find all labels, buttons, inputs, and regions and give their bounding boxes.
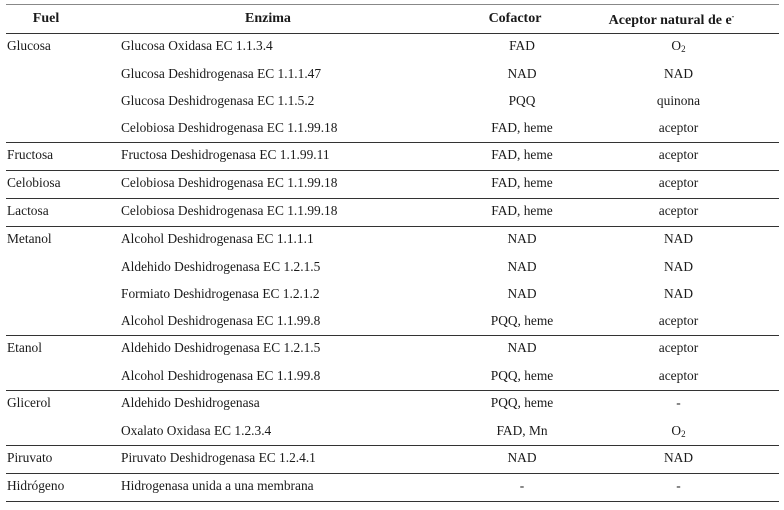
aceptor-cell bbox=[587, 259, 770, 275]
fuel-group bbox=[6, 227, 779, 336]
aceptor-text: O bbox=[671, 38, 682, 53]
enzima-cell: Celobiosa Deshidrogenasa EC 1.1.99.18 bbox=[121, 120, 338, 135]
table-row bbox=[6, 446, 779, 473]
enzima-cell: Aldehido Deshidrogenasa EC 1.2.1.5 bbox=[121, 259, 321, 274]
enzima-cell: Hidrogenasa unida a una membrana bbox=[121, 478, 314, 493]
table-row bbox=[6, 418, 779, 445]
header-aceptor-sup: - bbox=[731, 12, 735, 21]
aceptor-text: - bbox=[676, 478, 681, 493]
fuel-cell: Metanol bbox=[7, 231, 52, 246]
fuel-group bbox=[6, 34, 779, 143]
header-enzima: Enzima bbox=[245, 11, 291, 26]
aceptor-cell bbox=[587, 340, 770, 356]
fuel-cell: Hidrógeno bbox=[7, 478, 65, 493]
header-aceptor bbox=[580, 9, 763, 29]
fuel-group bbox=[6, 446, 779, 474]
table-body bbox=[6, 34, 779, 502]
fuel-group bbox=[6, 474, 779, 502]
enzima-cell: Celobiosa Deshidrogenasa EC 1.1.99.18 bbox=[121, 175, 338, 190]
cofactor-cell: NAD bbox=[507, 450, 537, 465]
table-row bbox=[6, 254, 779, 281]
aceptor-cell bbox=[587, 120, 770, 136]
enzima-cell: Glucosa Deshidrogenasa EC 1.1.1.47 bbox=[121, 66, 322, 81]
aceptor-subscript: 2 bbox=[681, 44, 686, 54]
enzima-cell: Glucosa Deshidrogenasa EC 1.1.5.2 bbox=[121, 93, 315, 108]
fuel-group bbox=[6, 171, 779, 199]
enzima-cell: Formiato Deshidrogenasa EC 1.2.1.2 bbox=[121, 286, 320, 301]
enzima-cell: Alcohol Deshidrogenasa EC 1.1.99.8 bbox=[121, 313, 321, 328]
cofactor-cell: NAD bbox=[507, 286, 537, 301]
fuel-cell: Piruvato bbox=[7, 450, 53, 465]
aceptor-cell bbox=[587, 395, 770, 411]
aceptor-text: aceptor bbox=[658, 120, 699, 135]
cofactor-cell: - bbox=[519, 478, 525, 493]
table-row bbox=[6, 308, 779, 335]
table-row bbox=[6, 281, 779, 308]
fuel-cell: Lactosa bbox=[7, 203, 49, 218]
cofactor-cell: FAD bbox=[509, 38, 535, 53]
header-aceptor-text: Aceptor natural de e bbox=[608, 13, 732, 28]
aceptor-cell bbox=[587, 478, 770, 494]
aceptor-text: - bbox=[676, 395, 681, 410]
enzima-cell: Glucosa Oxidasa EC 1.1.3.4 bbox=[121, 38, 273, 53]
enzima-cell: Aldehido Deshidrogenasa EC 1.2.1.5 bbox=[121, 340, 321, 355]
table-row bbox=[6, 474, 779, 501]
cofactor-cell: NAD bbox=[507, 259, 537, 274]
header-fuel: Fuel bbox=[32, 11, 60, 26]
fuel-group bbox=[6, 199, 779, 227]
aceptor-cell bbox=[587, 175, 770, 191]
aceptor-cell bbox=[587, 147, 770, 163]
enzima-cell: Celobiosa Deshidrogenasa EC 1.1.99.18 bbox=[121, 203, 338, 218]
cofactor-cell: PQQ, heme bbox=[490, 313, 554, 328]
aceptor-text: aceptor bbox=[658, 147, 699, 162]
cofactor-cell: FAD, heme bbox=[491, 147, 553, 162]
table-row bbox=[6, 61, 779, 88]
table-row bbox=[6, 336, 779, 363]
cofactor-cell: NAD bbox=[507, 66, 537, 81]
cofactor-cell: NAD bbox=[507, 340, 537, 355]
enzyme-table bbox=[6, 4, 779, 502]
enzima-cell: Piruvato Deshidrogenasa EC 1.2.4.1 bbox=[121, 450, 316, 465]
table-header bbox=[6, 4, 779, 34]
table-row bbox=[6, 363, 779, 390]
header-cofactor: Cofactor bbox=[488, 11, 542, 26]
aceptor-text: O bbox=[671, 423, 682, 438]
aceptor-text: NAD bbox=[663, 450, 693, 465]
aceptor-subscript: 2 bbox=[681, 429, 686, 439]
aceptor-text: aceptor bbox=[658, 313, 699, 328]
aceptor-text: aceptor bbox=[658, 368, 699, 383]
cofactor-cell: NAD bbox=[507, 231, 537, 246]
table-row bbox=[6, 143, 779, 170]
aceptor-cell bbox=[587, 313, 770, 329]
fuel-cell: Glicerol bbox=[7, 395, 51, 410]
table-row bbox=[6, 34, 779, 61]
aceptor-cell bbox=[587, 93, 770, 109]
enzima-cell: Oxalato Oxidasa EC 1.2.3.4 bbox=[121, 423, 272, 438]
table-row bbox=[6, 391, 779, 418]
aceptor-text: NAD bbox=[663, 66, 693, 81]
aceptor-text: aceptor bbox=[658, 340, 699, 355]
table-row bbox=[6, 171, 779, 198]
table-row bbox=[6, 227, 779, 254]
aceptor-cell bbox=[587, 38, 770, 57]
aceptor-cell bbox=[587, 286, 770, 302]
fuel-group bbox=[6, 143, 779, 171]
table-row bbox=[6, 88, 779, 115]
cofactor-cell: PQQ bbox=[508, 93, 536, 108]
aceptor-text: aceptor bbox=[658, 203, 699, 218]
aceptor-text: quinona bbox=[656, 93, 701, 108]
enzima-cell: Alcohol Deshidrogenasa EC 1.1.99.8 bbox=[121, 368, 321, 383]
aceptor-text: NAD bbox=[663, 286, 693, 301]
cofactor-cell: FAD, heme bbox=[491, 120, 553, 135]
aceptor-cell bbox=[587, 203, 770, 219]
fuel-cell: Glucosa bbox=[7, 38, 51, 53]
table-row bbox=[6, 115, 779, 142]
fuel-cell: Etanol bbox=[7, 340, 42, 355]
table-row bbox=[6, 199, 779, 226]
enzima-cell: Aldehido Deshidrogenasa bbox=[121, 395, 260, 410]
aceptor-cell bbox=[587, 66, 770, 82]
aceptor-cell bbox=[587, 450, 770, 466]
cofactor-cell: FAD, heme bbox=[491, 175, 553, 190]
fuel-group bbox=[6, 391, 779, 446]
aceptor-cell bbox=[587, 231, 770, 247]
aceptor-text: NAD bbox=[663, 259, 693, 274]
fuel-cell: Celobiosa bbox=[7, 175, 61, 190]
aceptor-text: NAD bbox=[663, 231, 693, 246]
aceptor-cell bbox=[587, 423, 770, 442]
cofactor-cell: FAD, Mn bbox=[496, 423, 548, 438]
cofactor-cell: PQQ, heme bbox=[490, 395, 554, 410]
enzima-cell: Alcohol Deshidrogenasa EC 1.1.1.1 bbox=[121, 231, 314, 246]
cofactor-cell: PQQ, heme bbox=[490, 368, 554, 383]
fuel-group bbox=[6, 336, 779, 391]
aceptor-cell bbox=[587, 368, 770, 384]
fuel-cell: Fructosa bbox=[7, 147, 54, 162]
aceptor-text: aceptor bbox=[658, 175, 699, 190]
cofactor-cell: FAD, heme bbox=[491, 203, 553, 218]
enzima-cell: Fructosa Deshidrogenasa EC 1.1.99.11 bbox=[121, 147, 330, 162]
